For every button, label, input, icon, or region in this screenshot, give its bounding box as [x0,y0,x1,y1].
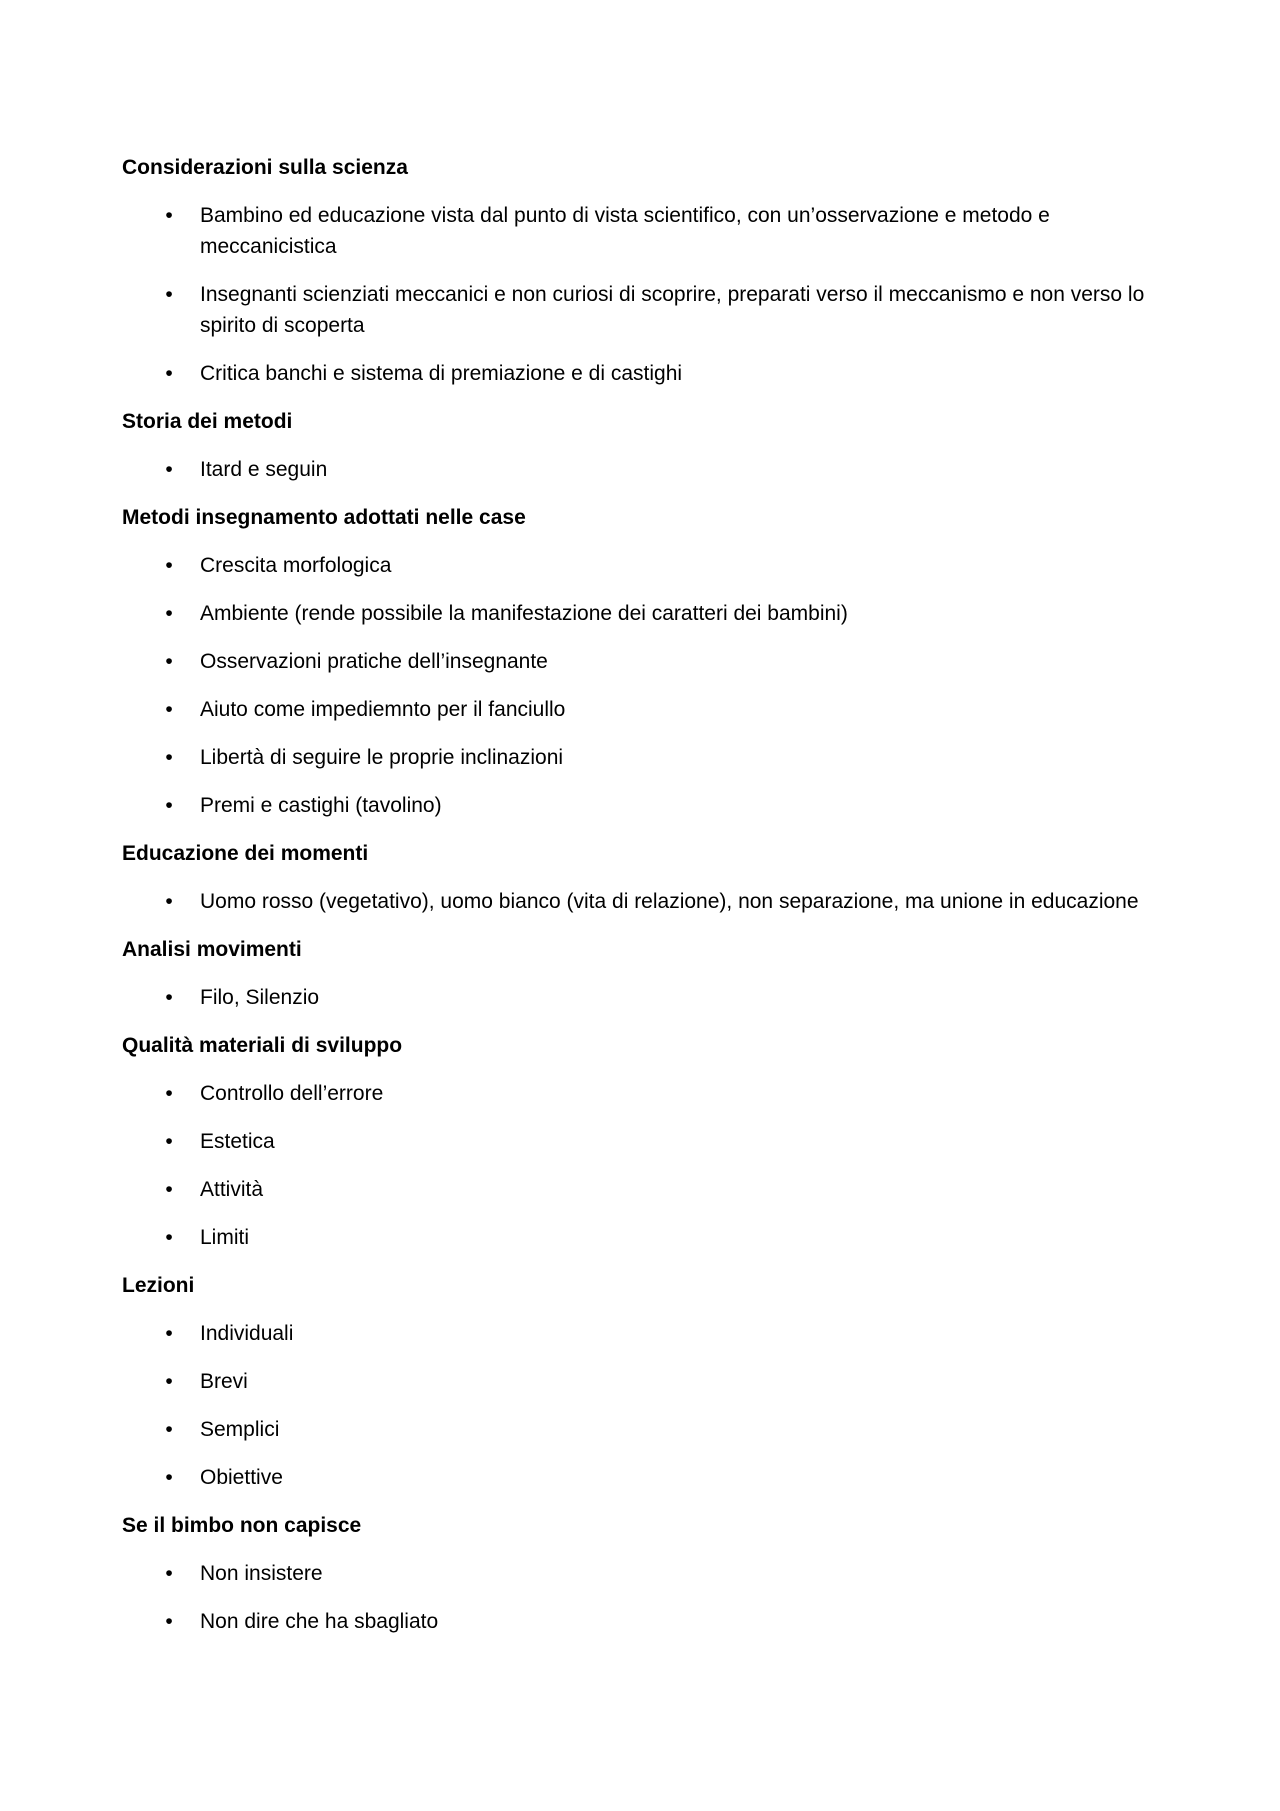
list-item-text: Crescita morfologica [200,554,392,577]
list-item-text: Individuali [200,1322,294,1345]
list-item [122,790,1180,821]
section-lezioni [122,1270,1180,1493]
bullet-icon: • [165,794,173,817]
list-item-text: Estetica [200,1130,275,1153]
bullet-icon: • [165,1610,173,1633]
bullet-icon: • [165,1178,173,1201]
bullet-icon: • [165,650,173,673]
bullet-icon: • [165,204,173,227]
section-qualita-materiali [122,1030,1180,1253]
section-heading: Considerazioni sulla scienza [122,156,408,179]
section-bimbo-non-capisce [122,1510,1180,1637]
bullet-icon: • [165,362,173,385]
list-item-text: Premi e castighi (tavolino) [200,794,442,817]
list-item-text: Osservazioni pratiche dell’insegnante [200,650,548,673]
bullet-icon: • [165,1418,173,1441]
section-scienza [122,152,1180,389]
bullet-icon: • [165,283,173,306]
bullet-list [122,1318,1180,1493]
list-item-text: Brevi [200,1370,248,1393]
list-item-text: Non insistere [200,1562,323,1585]
list-item [122,1318,1180,1349]
bullet-icon: • [165,1562,173,1585]
list-item [122,982,1180,1013]
bullet-icon: • [165,458,173,481]
list-item-text: Filo, Silenzio [200,986,320,1009]
bullet-icon: • [165,1322,173,1345]
bullet-icon: • [165,602,173,625]
section-heading: Metodi insegnamento adottati nelle case [122,506,526,529]
list-item-text: Semplici [200,1418,280,1441]
bullet-icon: • [165,1466,173,1489]
list-item [122,1462,1180,1493]
list-item-text: Attività [200,1178,264,1201]
list-item-text: Itard e seguin [200,458,328,481]
section-analisi-movimenti [122,934,1180,1013]
section-metodi-insegnamento [122,502,1180,821]
bullet-list [122,454,1180,485]
list-item [122,1222,1180,1253]
bullet-icon: • [165,1370,173,1393]
section-storia-metodi [122,406,1180,485]
list-item [122,454,1180,485]
list-item-text: Non dire che ha sbagliato [200,1610,439,1633]
list-item [122,886,1180,917]
list-item-text: Ambiente (rende possibile la manifestazione dei caratteri dei bambini) [200,602,848,625]
bullet-icon: • [165,746,173,769]
list-item [122,200,1180,262]
bullet-list [122,982,1180,1013]
bullet-list [122,550,1180,821]
bullet-list [122,1558,1180,1637]
list-item-text: Obiettive [200,1466,283,1489]
list-item [122,694,1180,725]
section-heading: Lezioni [122,1274,195,1297]
list-item [122,1366,1180,1397]
bullet-list [122,200,1180,389]
list-item [122,1414,1180,1445]
section-educazione-momenti [122,838,1180,917]
bullet-list [122,1078,1180,1253]
list-item [122,1078,1180,1109]
bullet-icon: • [165,1226,173,1249]
list-item-text: Critica banchi e sistema di premiazione e di castighi [200,362,683,385]
bullet-icon: • [165,986,173,1009]
section-heading: Qualità materiali di sviluppo [122,1034,403,1057]
list-item [122,742,1180,773]
section-heading: Analisi movimenti [122,938,302,961]
bullet-icon: • [165,698,173,721]
list-item [122,358,1180,389]
list-item [122,550,1180,581]
list-item-text: Libertà di seguire le proprie inclinazioni [200,746,564,769]
list-item [122,1174,1180,1205]
section-heading: Educazione dei momenti [122,842,369,865]
section-heading: Storia dei metodi [122,410,293,433]
list-item [122,1606,1180,1637]
list-item-text: Limiti [200,1226,250,1249]
list-item-text: Controllo dell’errore [200,1082,384,1105]
bullet-icon: • [165,1082,173,1105]
list-item [122,279,1180,341]
list-item [122,1558,1180,1589]
list-item [122,1126,1180,1157]
list-item [122,598,1180,629]
list-item-text: Uomo rosso (vegetativo), uomo bianco (vita di relazione), non separazione, ma unione in educazione [200,890,1139,913]
list-item-text: Insegnanti scienziati meccanici e non curiosi di scoprire, preparati verso il meccanismo e non verso lo spirito di scoperta [200,283,1145,337]
list-item-text: Aiuto come impediemnto per il fanciullo [200,698,566,721]
list-item-text: Bambino ed educazione vista dal punto di vista scientifico, con un’osservazione e metodo e meccanicistica [200,204,1050,258]
list-item [122,646,1180,677]
section-heading: Se il bimbo non capisce [122,1514,362,1537]
bullet-icon: • [165,890,173,913]
bullet-icon: • [165,554,173,577]
bullet-icon: • [165,1130,173,1153]
bullet-list [122,886,1180,917]
